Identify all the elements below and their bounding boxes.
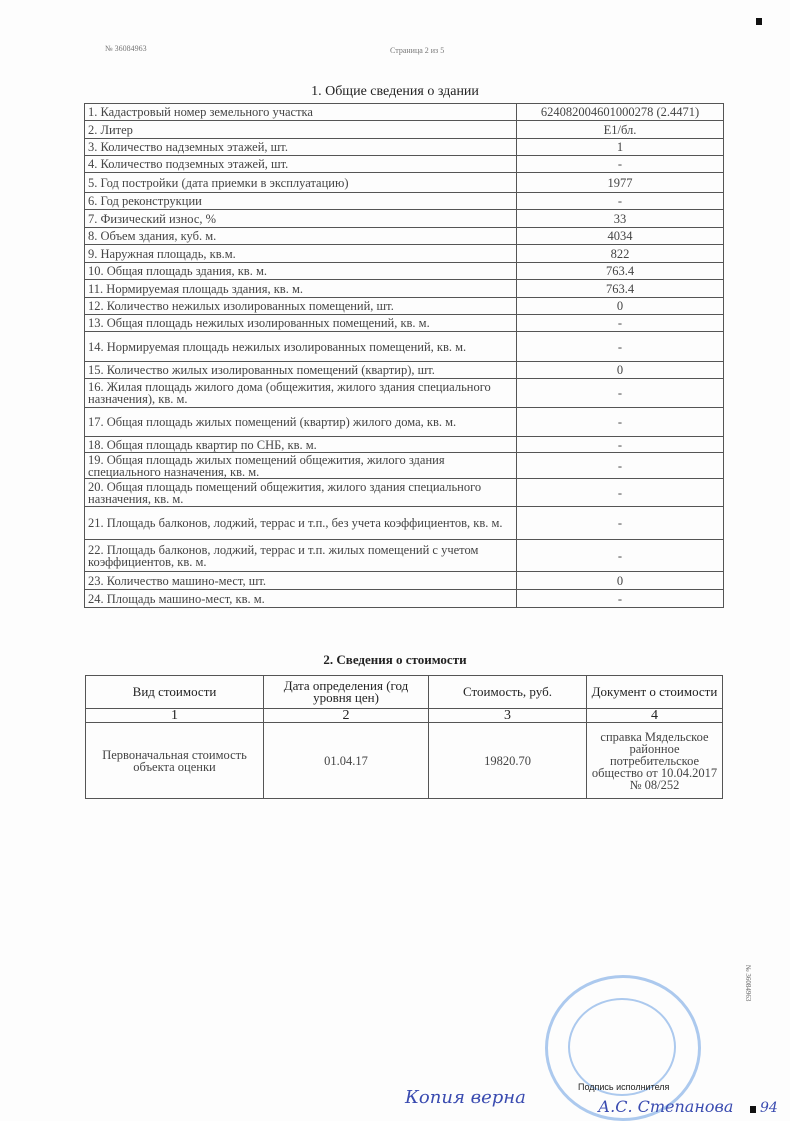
col-number: 4 bbox=[587, 709, 723, 723]
row-value: - bbox=[517, 156, 724, 173]
table-row bbox=[85, 263, 724, 280]
row-value: - bbox=[517, 379, 724, 408]
table-row bbox=[85, 121, 724, 139]
col-header: Вид стоимости bbox=[86, 676, 264, 709]
cost-date: 01.04.17 bbox=[264, 723, 429, 799]
signature-label: Подпись исполнителя bbox=[578, 1082, 670, 1092]
table-row bbox=[85, 280, 724, 298]
row-value: 763.4 bbox=[517, 263, 724, 280]
row-label: 11. Нормируемая площадь здания, кв. м. bbox=[85, 280, 517, 298]
row-value: - bbox=[517, 590, 724, 608]
table-row bbox=[85, 540, 724, 572]
table-row bbox=[85, 210, 724, 228]
row-value: - bbox=[517, 315, 724, 332]
table-row bbox=[85, 193, 724, 210]
row-value: - bbox=[517, 408, 724, 437]
table-row bbox=[85, 379, 724, 408]
row-value: 624082004601000278 (2.4471) bbox=[517, 104, 724, 121]
row-label: 13. Общая площадь нежилых изолированных помещений, кв. м. bbox=[85, 315, 517, 332]
building-info-table bbox=[84, 103, 724, 608]
row-value: 1 bbox=[517, 139, 724, 156]
row-label: 12. Количество нежилых изолированных помещений, шт. bbox=[85, 298, 517, 315]
section2-title: 2. Сведения о стоимости bbox=[323, 652, 467, 667]
row-label: 4. Количество подземных этажей, шт. bbox=[85, 156, 517, 173]
col-header: Документ о стоимости bbox=[587, 676, 723, 709]
row-value: Е1/бл. bbox=[517, 121, 724, 139]
row-label: 7. Физический износ, % bbox=[85, 210, 517, 228]
row-value: - bbox=[517, 453, 724, 479]
table-row bbox=[85, 437, 724, 453]
row-label: 16. Жилая площадь жилого дома (общежития, жилого здания специального назначения), кв. м. bbox=[85, 379, 517, 408]
table-row bbox=[86, 723, 723, 799]
row-label: 3. Количество надземных этажей, шт. bbox=[85, 139, 517, 156]
row-value: 822 bbox=[517, 245, 724, 263]
row-value: 33 bbox=[517, 210, 724, 228]
row-value: 0 bbox=[517, 572, 724, 590]
col-number: 3 bbox=[429, 709, 587, 723]
row-label: 6. Год реконструкции bbox=[85, 193, 517, 210]
row-label: 15. Количество жилых изолированных помещений (квартир), шт. bbox=[85, 362, 517, 379]
table-row bbox=[85, 479, 724, 507]
row-value: - bbox=[517, 479, 724, 507]
table-row bbox=[85, 228, 724, 245]
row-label: 9. Наружная площадь, кв.м. bbox=[85, 245, 517, 263]
table-row bbox=[85, 453, 724, 479]
section1-title: 1. Общие сведения о здании bbox=[311, 84, 479, 99]
row-label: 22. Площадь балконов, лоджий, террас и т.п. жилых помещений с учетом коэффициентов, кв. м. bbox=[85, 540, 517, 572]
row-value: 0 bbox=[517, 362, 724, 379]
table-row bbox=[85, 156, 724, 173]
row-value: 4034 bbox=[517, 228, 724, 245]
page-mark: 94 bbox=[760, 1100, 778, 1116]
row-value: - bbox=[517, 540, 724, 572]
number-row bbox=[86, 709, 723, 723]
table-row bbox=[85, 315, 724, 332]
row-value: 0 bbox=[517, 298, 724, 315]
col-number: 1 bbox=[86, 709, 264, 723]
cost-document: справка Мядельское районное потребительское общество от 10.04.2017 № 08/252 bbox=[587, 723, 723, 799]
row-label: 10. Общая площадь здания, кв. м. bbox=[85, 263, 517, 280]
row-label: 21. Площадь балконов, лоджий, террас и т.п., без учета коэффициентов, кв. м. bbox=[85, 507, 517, 540]
row-label: 5. Год постройки (дата приемки в эксплуатацию) bbox=[85, 173, 517, 193]
table-row bbox=[85, 362, 724, 379]
row-value: 1977 bbox=[517, 173, 724, 193]
col-header: Дата определения (год уровня цен) bbox=[264, 676, 429, 709]
row-label: 17. Общая площадь жилых помещений (квартир) жилого дома, кв. м. bbox=[85, 408, 517, 437]
row-value: - bbox=[517, 193, 724, 210]
scan-mark bbox=[756, 18, 762, 25]
row-label: 18. Общая площадь квартир по СНБ, кв. м. bbox=[85, 437, 517, 453]
table-row bbox=[85, 104, 724, 121]
row-label: 14. Нормируемая площадь нежилых изолированных помещений, кв. м. bbox=[85, 332, 517, 362]
cost-value: 19820.70 bbox=[429, 723, 587, 799]
row-label: 2. Литер bbox=[85, 121, 517, 139]
side-number: № 36084963 bbox=[744, 965, 752, 1002]
row-value: 763.4 bbox=[517, 280, 724, 298]
document-number: № 36084963 bbox=[105, 44, 147, 53]
row-label: 24. Площадь машино-мест, кв. м. bbox=[85, 590, 517, 608]
col-header: Стоимость, руб. bbox=[429, 676, 587, 709]
row-value: - bbox=[517, 437, 724, 453]
row-label: 1. Кадастровый номер земельного участка bbox=[85, 104, 517, 121]
table-row bbox=[85, 507, 724, 540]
page-number: Страница 2 из 5 bbox=[390, 46, 445, 55]
table-row bbox=[85, 572, 724, 590]
table-row bbox=[85, 408, 724, 437]
table-row bbox=[85, 173, 724, 193]
row-value: - bbox=[517, 332, 724, 362]
scan-mark bbox=[750, 1106, 756, 1113]
row-label: 8. Объем здания, куб. м. bbox=[85, 228, 517, 245]
table-row bbox=[85, 590, 724, 608]
signer-name: А.С. Степанова bbox=[598, 1097, 734, 1116]
row-label: 20. Общая площадь помещений общежития, жилого здания специального назначения, кв. м. bbox=[85, 479, 517, 507]
cost-type: Первоначальная стоимость объекта оценки bbox=[86, 723, 264, 799]
row-value: - bbox=[517, 507, 724, 540]
header-row bbox=[86, 676, 723, 709]
table-row bbox=[85, 245, 724, 263]
row-label: 19. Общая площадь жилых помещений общежития, жилого здания специального назначения, кв. м. bbox=[85, 453, 517, 479]
table-row bbox=[85, 139, 724, 156]
table-row bbox=[85, 332, 724, 362]
certified-copy-handwriting: Копия верна bbox=[405, 1087, 526, 1108]
row-label: 23. Количество машино-мест, шт. bbox=[85, 572, 517, 590]
table-row bbox=[85, 298, 724, 315]
col-number: 2 bbox=[264, 709, 429, 723]
cost-table bbox=[85, 675, 723, 799]
